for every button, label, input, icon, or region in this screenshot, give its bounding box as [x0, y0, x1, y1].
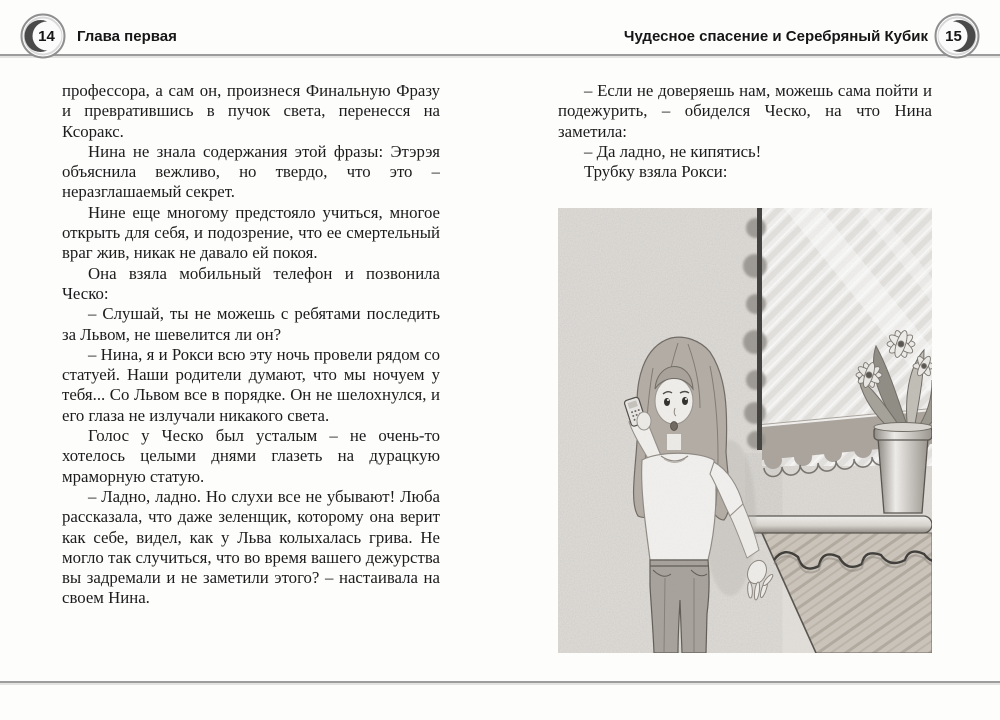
paragraph: Она взяла мобильный телефон и позвонила Ческо: — [62, 263, 440, 303]
paragraph: Трубку взяла Рокси: — [584, 162, 728, 182]
page-number-right: 15 — [945, 28, 962, 45]
page-badge-right — [933, 12, 981, 60]
paragraph: Нине еще многому предстояло учиться, многое открыть для себя, и подозрение, что ее смертельный враг жив, никак не давало ей покоя. — [62, 202, 440, 263]
page-badge-left — [19, 12, 67, 60]
illustration — [558, 208, 932, 653]
footer-rule — [0, 681, 1000, 683]
section-title: Чудесное спасение и Серебряный Кубик — [623, 28, 928, 45]
paragraph: Нина не знала содержания этой фразы: Этэрэя объяснила вежливо, но твердо, что это – неразглашаемый секрет. — [62, 141, 440, 202]
paragraph: – Слушай, ты не можешь с ребятами последить за Львом, не шевелится ли он? — [62, 304, 440, 344]
header-rule — [0, 54, 1000, 56]
page-number-left: 14 — [38, 28, 55, 45]
paragraph: – Если не доверяешь нам, можешь сама пойти и подежурить, – обиделся Ческо, на что Нина заметила: — [558, 81, 932, 141]
right-page-text — [558, 81, 932, 205]
pencil-grain-overlay — [558, 208, 932, 653]
paragraph: Голос у Ческо был усталым – не очень-то хотелось целыми днями глазеть на дурацкую мраморную статую. — [62, 426, 440, 486]
paragraph: – Нина, я и Рокси всю эту ночь провели рядом со статуей. Наши родители думают, что мы ночуем у тебя... Со Львом все в порядке. Он не шелохнулся, и его глаза не излучали никакого света. — [62, 344, 440, 425]
chapter-title: Глава первая — [77, 28, 177, 45]
left-page-text — [62, 81, 440, 669]
paragraph: – Да ладно, не кипятись! — [584, 141, 762, 161]
paragraph: – Ладно, ладно. Но слухи все не убывают! Люба рассказала, что даже зеленщик, которому она верит как себе, видел, как у Льва колыхалась грива. Не могло так случиться, что во время вашего дежурства вы задремали и не заметили этого? – настаивала на своем Нина. — [62, 486, 440, 608]
paragraph: профессора, а сам он, произнеся Финальную Фразу и превратившись в пучок света, перенесся на Ксоракс. — [62, 81, 440, 141]
